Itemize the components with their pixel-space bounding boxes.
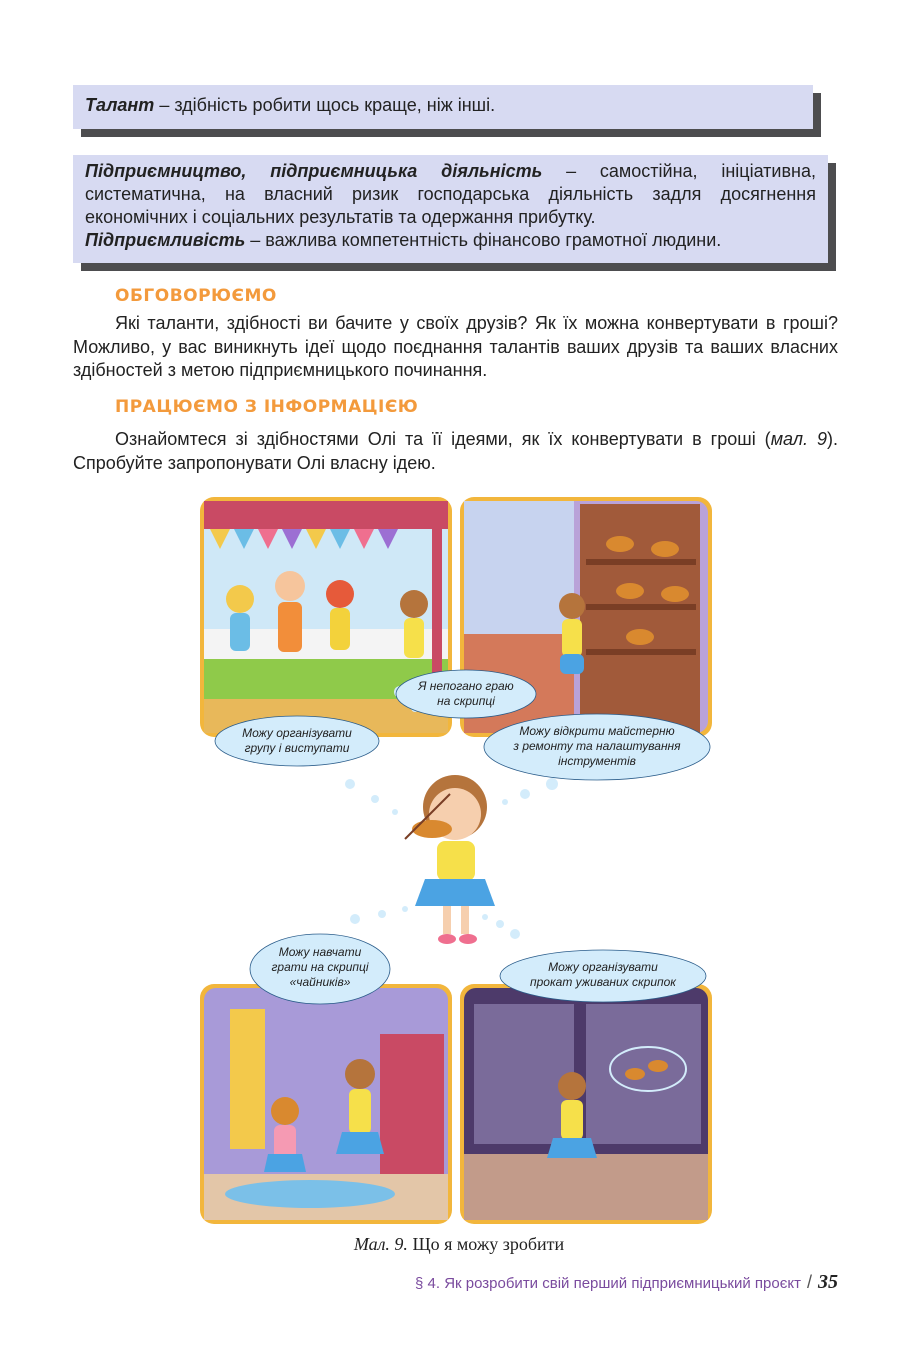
term-talent: Талант [85,95,155,115]
info-paragraph [73,428,838,475]
figure-reference: мал. 9 [770,429,827,449]
panel-room [200,984,452,1224]
definition-entrepreneurship [73,155,828,263]
bubble-repair-workshop-line3: інструментів [558,754,636,768]
bubble-teach-violin-line2: грати на скрипці [271,960,369,974]
talent-definition-text: – здібність робити щось краще, ніж інші. [154,95,496,115]
panel-rental [460,984,712,1224]
discuss-heading: ОБГОВОРЮЄМО [115,286,277,306]
bubble-rent-violins-line1: Можу організувати [548,960,658,974]
bubble-rent-violins-line2: прокат уживаних скрипок [530,975,676,989]
bubble-play-violin-line1: Я непогано граю [418,679,514,693]
caption-text: Що я можу зробити [407,1234,565,1254]
figure-illustration [200,494,712,1224]
bubble-organize-band [215,716,379,766]
definition-talent [73,85,813,129]
entrepreneurship-definition-text: – самостійна, ініціативна, систематична, на власний ризик господарська діяльність задля досягнення економічних і соціальних результатів та одержання прибутку. [85,161,816,227]
bubble-teach-violin [250,934,390,1004]
footer-chapter: § 4. Як розробити свій перший підприємницький проєкт [415,1275,801,1292]
bubble-repair-workshop-line1: Можу відкрити майстерню [519,724,675,738]
discuss-text: Які таланти, здібності ви бачите у своїх друзів? Як їх можна конвертувати в гроші? Можливо, у вас виникнуть ідеї щодо поєднання талантів ваших друзів та ваших власних здібностей з метою підприємницького починання. [73,313,838,380]
bubble-teach-violin-line3: «чайників» [289,975,351,989]
term-enterprise: Підприємливість [85,230,246,250]
caption-label: Мал. 9. [353,1234,408,1254]
enterprise-paragraph [85,229,816,252]
center-girl-illustration [405,775,495,944]
info-text-after: ). Спробуйте запропонувати Олі власну ідею. [73,429,838,473]
entrepreneurship-paragraph [85,160,816,229]
discuss-paragraph [73,312,838,383]
page-number: 35 [818,1271,838,1293]
figure-caption [0,1234,918,1255]
bubble-organize-band-line1: Можу організувати [242,726,352,740]
bubble-rent-violins [500,950,706,1002]
page-footer [415,1271,838,1294]
bubble-organize-band-line2: групу і виступати [244,741,350,755]
bubble-teach-violin-line1: Можу навчати [278,945,362,959]
enterprise-definition-text: – важлива компетентність фінансово грамотної людини. [245,230,722,250]
bubble-play-violin [396,670,536,718]
bubble-repair-workshop [484,714,710,780]
info-heading: ПРАЦЮЄМО З ІНФОРМАЦІЄЮ [115,397,419,417]
bubble-play-violin-line2: на скрипці [437,694,495,708]
footer-separator: / [806,1272,812,1292]
info-text-before: Ознайомтеся зі здібностями Олі та її ідеями, як їх конвертувати в гроші ( [115,429,771,449]
bubble-repair-workshop-line2: з ремонту та налаштування [513,739,681,753]
term-entrepreneurship: Підприємництво, підприємницька діяльність [85,161,543,181]
